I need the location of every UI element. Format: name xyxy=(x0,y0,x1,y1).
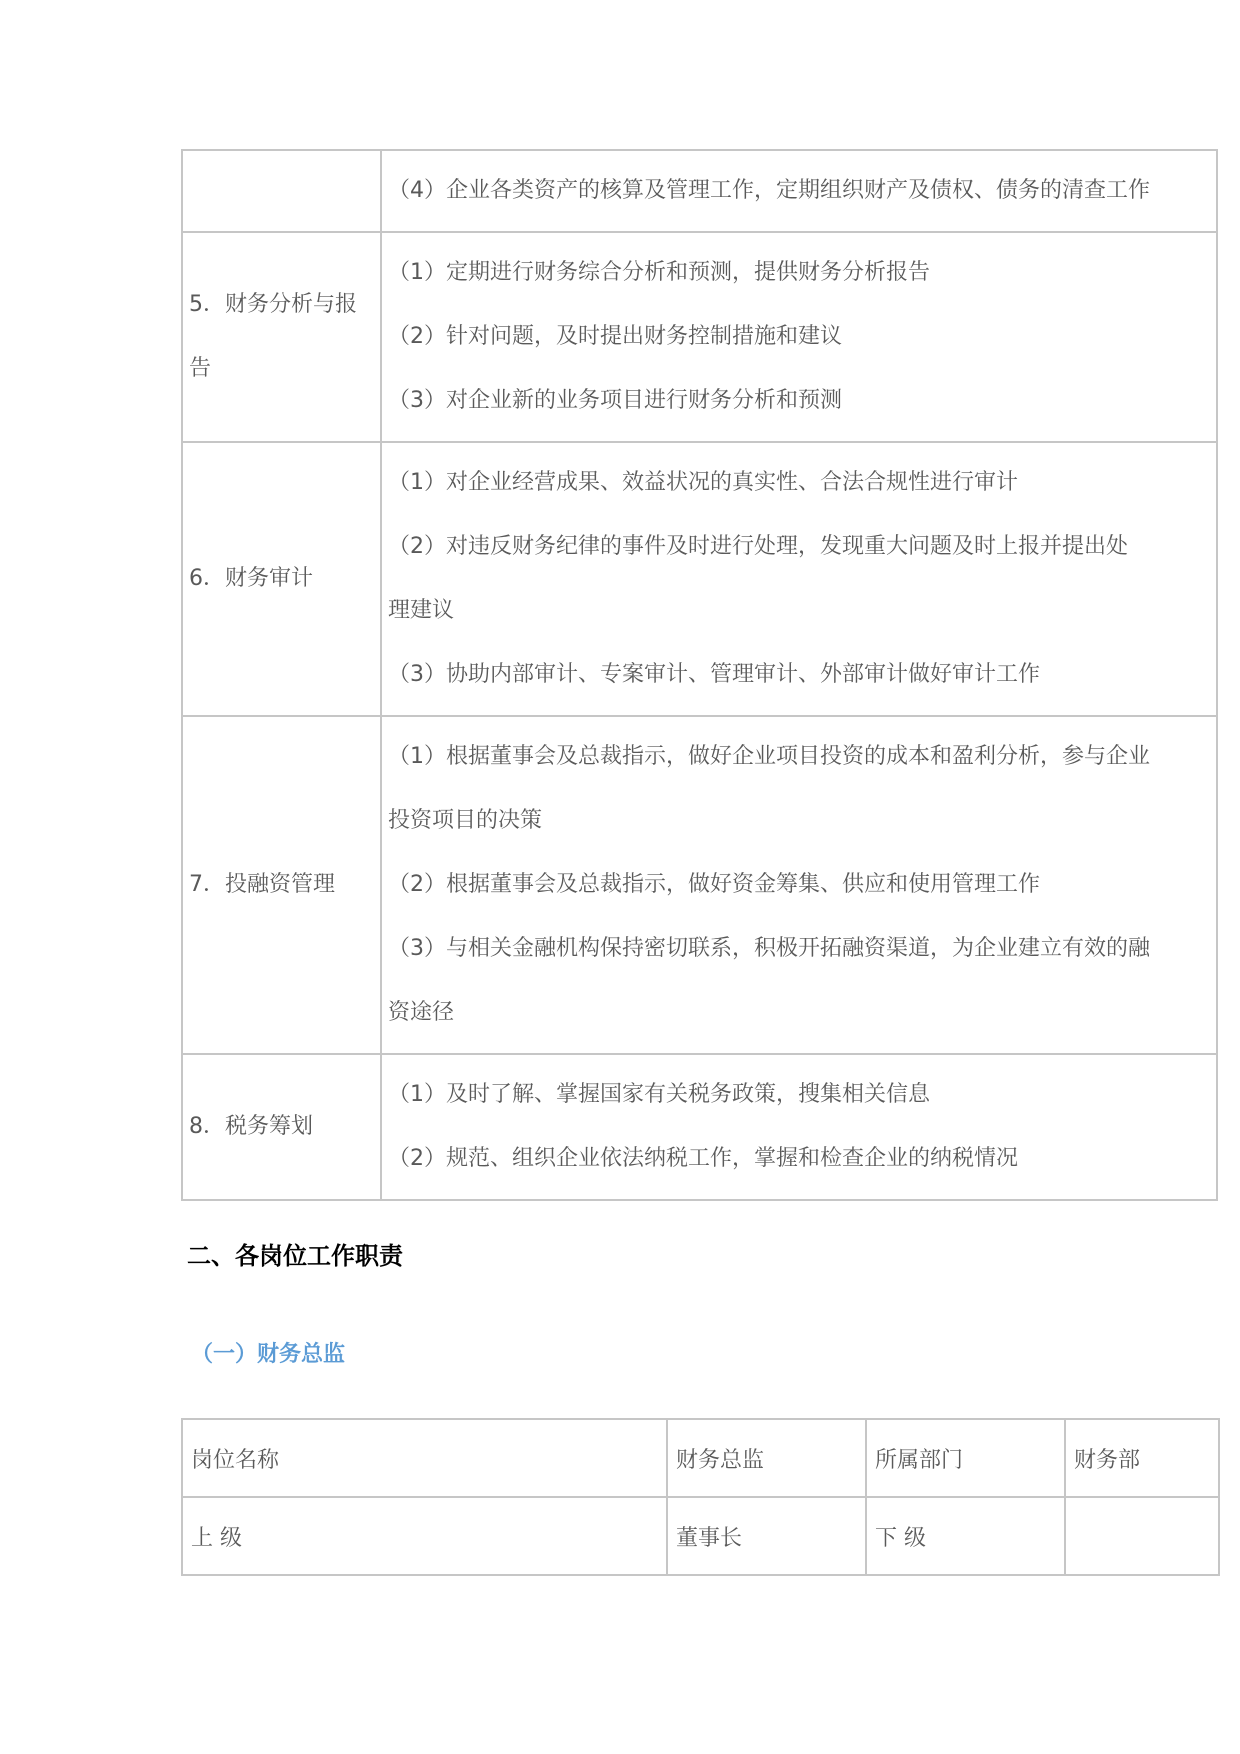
category-cell: 5．财务分析与报告 xyxy=(182,232,381,442)
superior-label: 上 级 xyxy=(182,1497,667,1575)
items-cell xyxy=(381,716,1217,1054)
duty-table xyxy=(181,149,1218,1201)
post-name-label: 岗位名称 xyxy=(182,1419,667,1497)
duty-item: （1）根据董事会及总裁指示，做好企业项目投资的成本和盈利分析，参与企业 xyxy=(388,744,1150,769)
table-row xyxy=(182,1054,1217,1200)
duty-item: （2）规范、组织企业依法纳税工作，掌握和检查企业的纳税情况 xyxy=(388,1146,1018,1171)
duty-item: （4）企业各类资产的核算及管理工作，定期组织财产及债权、债务的清查工作 xyxy=(388,178,1150,203)
duty-item: 投资项目的决策 xyxy=(388,808,543,833)
duty-item: （3）与相关金融机构保持密切联系，积极开拓融资渠道，为企业建立有效的融 xyxy=(388,936,1150,961)
items-cell xyxy=(381,232,1217,442)
subordinate-label: 下 级 xyxy=(866,1497,1065,1575)
duty-item: （2）根据董事会及总裁指示，做好资金筹集、供应和使用管理工作 xyxy=(388,872,1040,897)
duty-item: （3）协助内部审计、专案审计、管理审计、外部审计做好审计工作 xyxy=(388,662,1040,687)
post-info-table xyxy=(181,1418,1220,1576)
category-cell xyxy=(182,150,381,232)
department-label: 所属部门 xyxy=(866,1419,1065,1497)
table-row xyxy=(182,150,1217,232)
section-heading: 二、各岗位工作职责 xyxy=(187,1242,403,1270)
table-row xyxy=(182,1419,1219,1497)
duty-item: （1）对企业经营成果、效益状况的真实性、合法合规性进行审计 xyxy=(388,470,1018,495)
table-row xyxy=(182,1497,1219,1575)
table-row xyxy=(182,442,1217,716)
duty-item: （1）定期进行财务综合分析和预测，提供财务分析报告 xyxy=(388,260,930,285)
department-value: 财务部 xyxy=(1065,1419,1219,1497)
items-cell xyxy=(381,1054,1217,1200)
sub-heading: （一）财务总监 xyxy=(191,1342,346,1367)
subordinate-value xyxy=(1065,1497,1219,1575)
duty-item: （1）及时了解、掌握国家有关税务政策，搜集相关信息 xyxy=(388,1082,930,1107)
post-name-value: 财务总监 xyxy=(667,1419,866,1497)
category-cell: 6．财务审计 xyxy=(182,442,381,716)
items-cell xyxy=(381,150,1217,232)
duty-item: （3）对企业新的业务项目进行财务分析和预测 xyxy=(388,388,842,413)
superior-value: 董事长 xyxy=(667,1497,866,1575)
category-cell: 8．税务筹划 xyxy=(182,1054,381,1200)
duty-item: 理建议 xyxy=(388,598,455,623)
table-row xyxy=(182,716,1217,1054)
duty-item: 资途径 xyxy=(388,1000,455,1025)
items-cell xyxy=(381,442,1217,716)
category-cell: 7．投融资管理 xyxy=(182,716,381,1054)
table-row xyxy=(182,232,1217,442)
duty-item: （2）对违反财务纪律的事件及时进行处理，发现重大问题及时上报并提出处 xyxy=(388,534,1128,559)
duty-item: （2）针对问题，及时提出财务控制措施和建议 xyxy=(388,324,842,349)
